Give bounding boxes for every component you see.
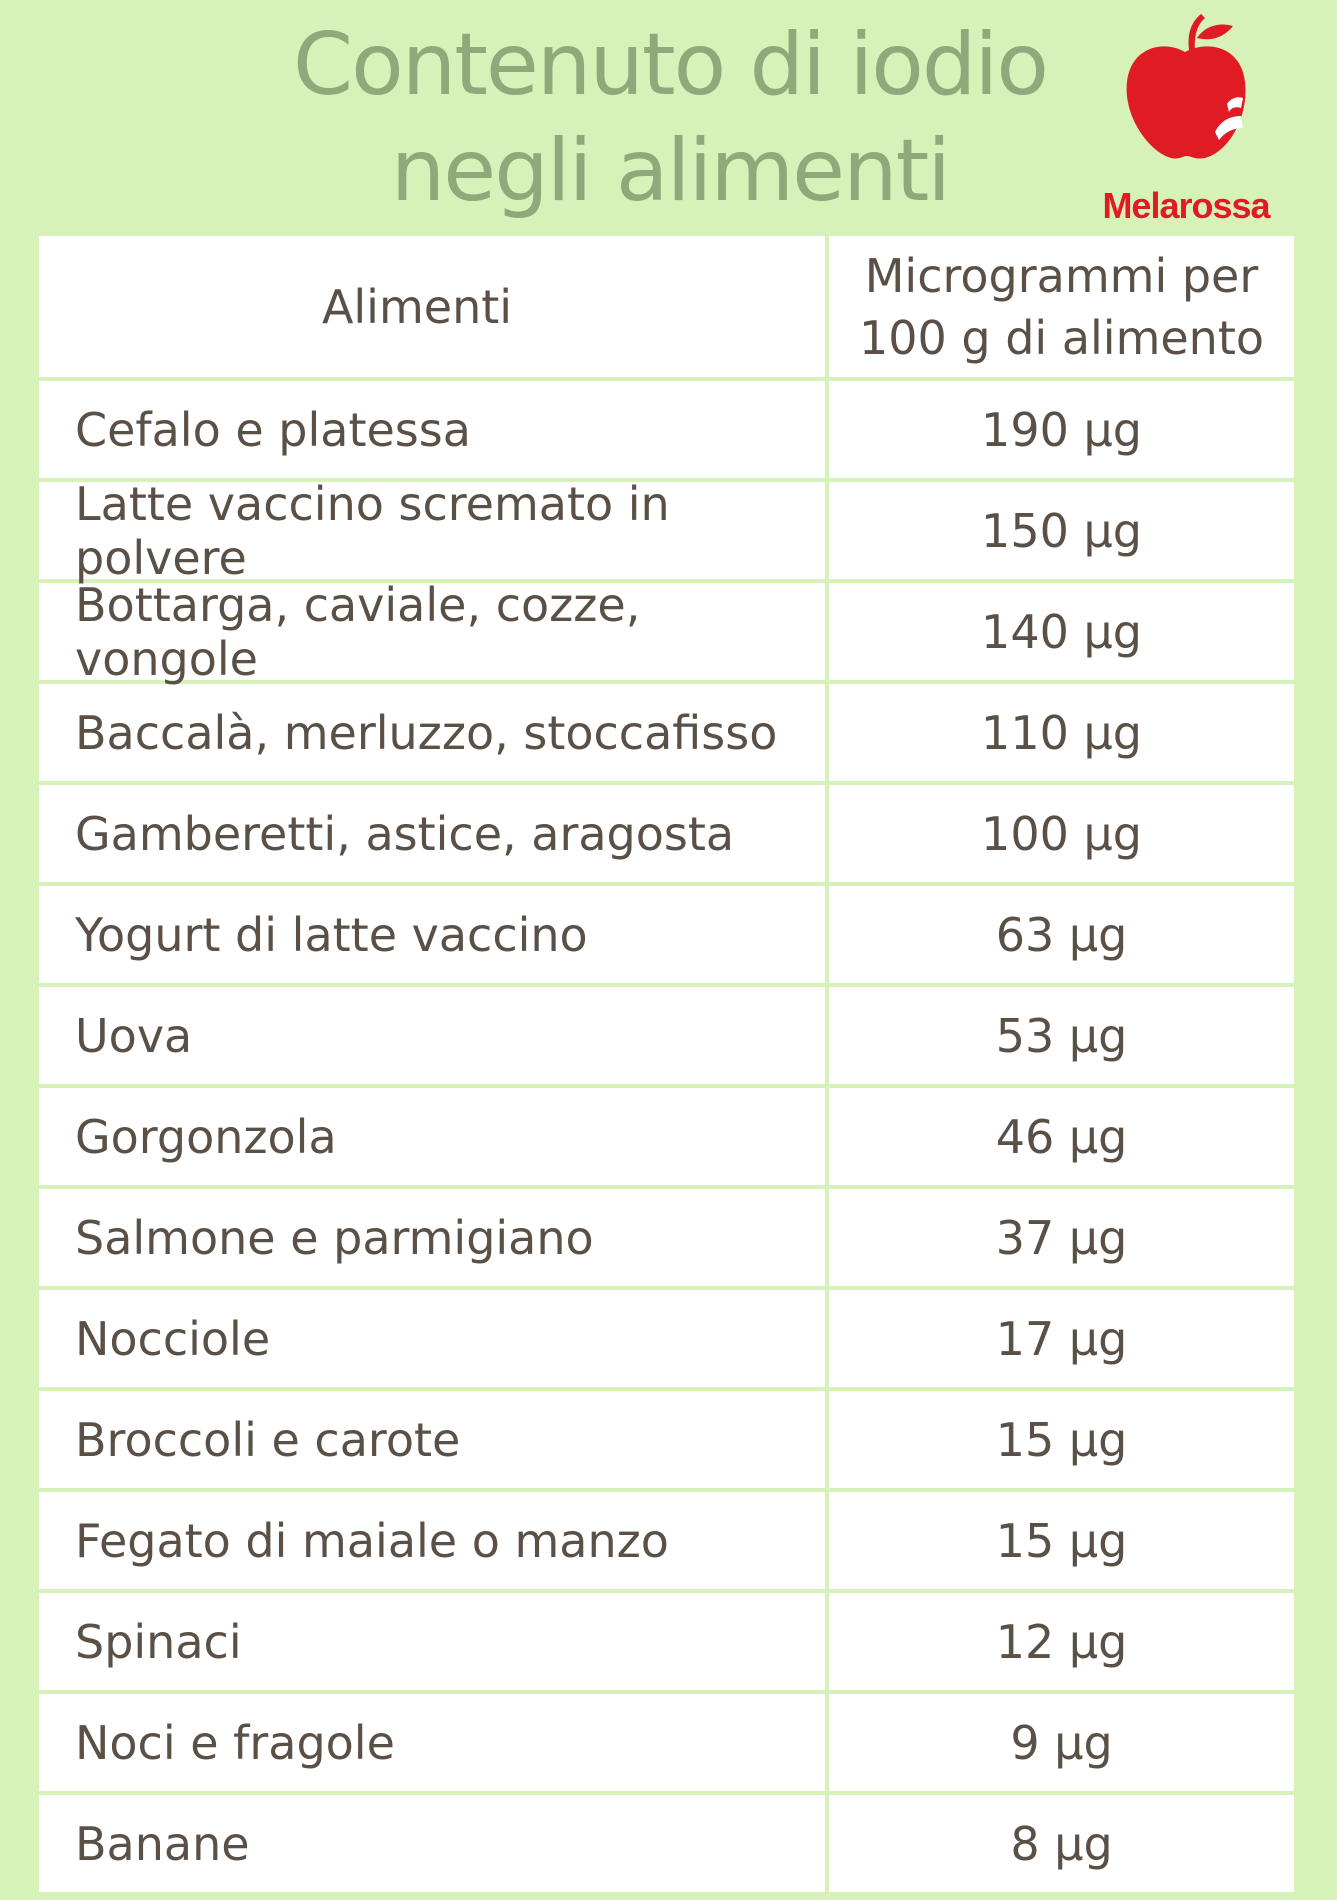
table-body [39, 381, 1294, 1892]
iodine-value-cell: 63 µg [995, 907, 1128, 962]
table-row [39, 476, 1294, 585]
food-name-cell: Noci e fragole [39, 1694, 829, 1791]
logo-brand-name: Melarossa [1102, 185, 1270, 226]
table-row [39, 1593, 1294, 1694]
food-name-cell: Nocciole [39, 1290, 829, 1387]
melarossa-logo [1091, 12, 1281, 227]
iodine-value-cell: 110 µg [981, 705, 1142, 760]
iodine-value-cell: 150 µg [981, 503, 1142, 558]
iodine-value-cell: 37 µg [995, 1210, 1128, 1265]
food-name-cell: Salmone e parmigiano [39, 1189, 829, 1286]
page-title-line-1: Contenuto di iodio [293, 15, 1047, 115]
iodine-value-cell: 100 µg [981, 806, 1142, 861]
table-row [39, 1088, 1294, 1189]
table-row [39, 381, 1294, 482]
food-name-cell: Cefalo e platessa [39, 381, 829, 478]
header-value [829, 236, 1294, 377]
food-name-cell: Spinaci [39, 1593, 829, 1690]
iodine-value-cell: 9 µg [1010, 1715, 1113, 1770]
food-name-cell: Uova [39, 987, 829, 1084]
apple-icon [1121, 12, 1251, 162]
food-name-cell: Yogurt di latte vaccino [39, 886, 829, 983]
iodine-value-cell: 46 µg [995, 1109, 1128, 1164]
iodine-value-cell: 17 µg [995, 1311, 1128, 1366]
iodine-value-cell: 15 µg [995, 1513, 1128, 1568]
iodine-value-cell: 190 µg [981, 402, 1142, 457]
food-name-cell: Latte vaccino scremato in polvere [39, 482, 829, 579]
food-name-cell: Bottarga, caviale, cozze, vongole [39, 583, 829, 680]
table-row [39, 1492, 1294, 1593]
header-value-line-2: 100 g di alimento [858, 310, 1265, 365]
table-header-row [39, 236, 1294, 381]
iodine-value-cell: 12 µg [995, 1614, 1128, 1669]
food-name-cell: Gamberetti, astice, aragosta [39, 785, 829, 882]
page-title-line-2: negli alimenti [390, 121, 950, 221]
food-name-cell: Fegato di maiale o manzo [39, 1492, 829, 1589]
table-row [39, 1290, 1294, 1391]
header-value-line-1: Microgrammi per [864, 248, 1259, 303]
food-name-cell: Baccalà, merluzzo, stoccafisso [39, 684, 829, 781]
table-row [39, 1391, 1294, 1492]
table-row [39, 1694, 1294, 1795]
table-row [39, 785, 1294, 886]
table-row [39, 987, 1294, 1088]
table-row [39, 577, 1294, 686]
table-row [39, 886, 1294, 987]
iodine-value-cell: 8 µg [1010, 1816, 1113, 1871]
iodine-value-cell: 15 µg [995, 1412, 1128, 1467]
table-row [39, 1189, 1294, 1290]
iodine-table [39, 236, 1294, 1892]
food-name-cell: Banane [39, 1795, 829, 1892]
food-name-cell: Gorgonzola [39, 1088, 829, 1185]
table-row [39, 1795, 1294, 1892]
iodine-value-cell: 53 µg [995, 1008, 1128, 1063]
food-name-cell: Broccoli e carote [39, 1391, 829, 1488]
header-food: Alimenti [39, 236, 829, 377]
table-row [39, 684, 1294, 785]
iodine-value-cell: 140 µg [981, 604, 1142, 659]
